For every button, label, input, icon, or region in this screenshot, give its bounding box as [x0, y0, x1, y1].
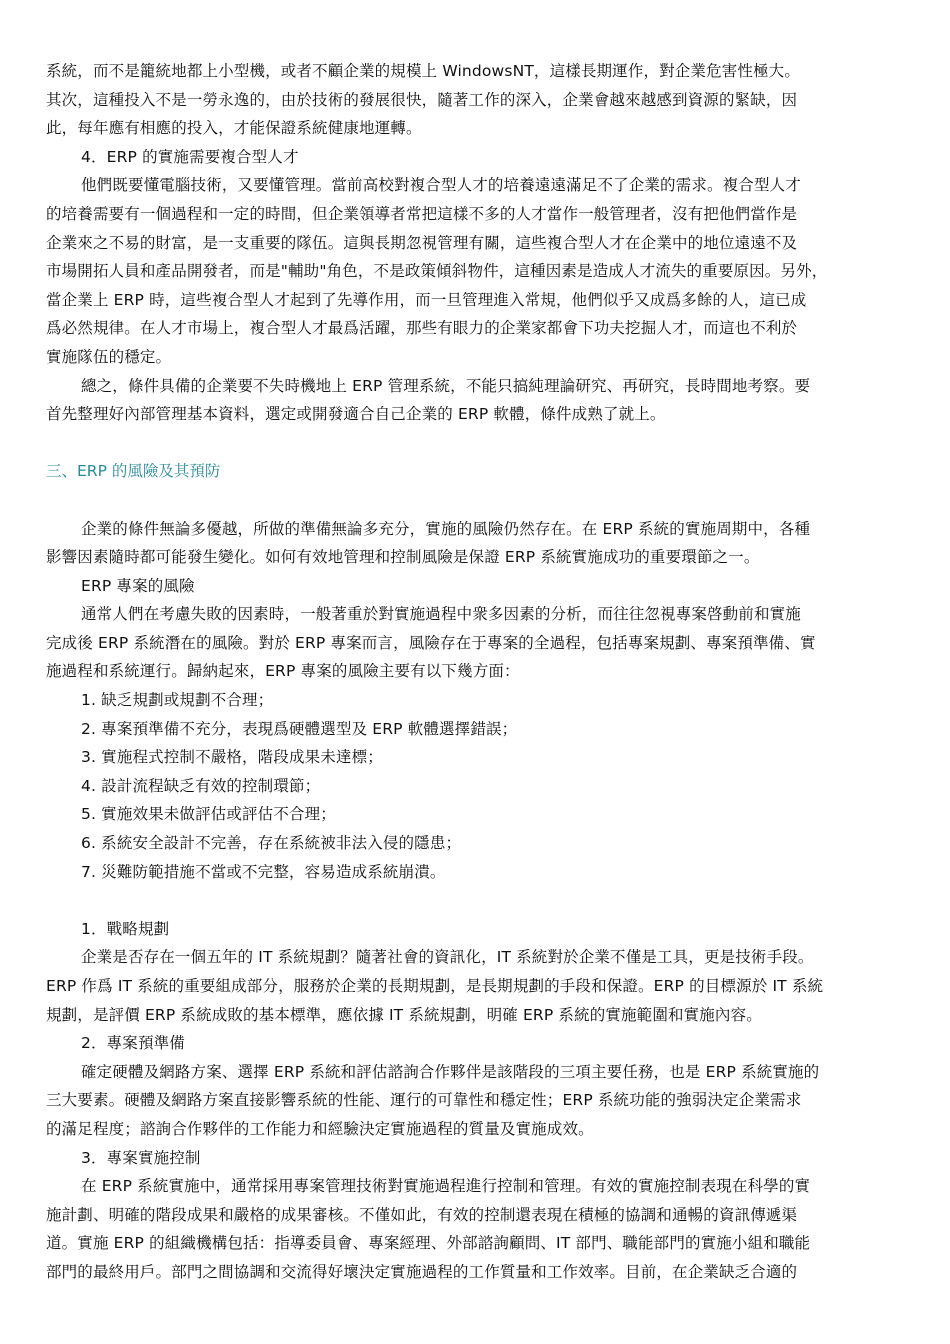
body-line: 通常人們在考慮失敗的因素時，一般著重於對實施過程中衆多因素的分析，而往往忽視專案啓動前和實施	[81, 605, 801, 624]
spacer	[46, 486, 910, 515]
body-line: 施過程和系統運行。歸納起來，ERP 專案的風險主要有以下幾方面：	[46, 662, 520, 681]
body-line: 他們既要懂電腦技術，又要懂管理。當前高校對複合型人才的培養遠遠滿足不了企業的需求。複合型人才	[81, 176, 801, 195]
subsection-title: 4．ERP 的實施需要複合型人才	[81, 147, 299, 166]
body-line: 規劃，是評價 ERP 系統成敗的基本標準，應依據 IT 系統規劃，明確 ERP 系統的實施範圍和實施內容。	[46, 1005, 762, 1024]
body-line: 企業是否存在一個五年的 IT 系統規劃？隨著社會的資訊化，IT 系統對於企業不僅是工具，更是技術手段。	[81, 948, 814, 967]
body-line: 確定硬體及網路方案、選擇 ERP 系統和評估諮詢合作夥伴是該階段的三項主要任務，也是 ERP 系統實施的	[81, 1062, 820, 1081]
body-line: 此，每年應有相應的投入，才能保證系統健康地運轉。	[46, 119, 422, 138]
section-heading: 三、ERP 的風險及其預防	[46, 462, 221, 481]
list-item: 1. 缺乏規劃或規劃不合理；	[81, 691, 274, 710]
spacer	[46, 429, 910, 458]
body-line: 的培養需要有一個過程和一定的時間，但企業領導者常把這樣不多的人才當作一般管理者，沒有把他們當作是	[46, 204, 798, 223]
body-line: 爲必然規律。在人才市場上，複合型人才最爲活躍，那些有眼力的企業家都會下功夫挖掘人才，而這也不利於	[46, 319, 798, 338]
subsection-title: 2．專案預準備	[81, 1034, 185, 1053]
list-item: 4. 設計流程缺乏有效的控制環節；	[81, 776, 321, 795]
subsection-title: 3．專案實施控制	[81, 1148, 201, 1167]
body-line: 道。實施 ERP 的組織機構包括：指導委員會、專案經理、外部諮詢顧問、IT 部門、職能部門的實施小組和職能	[46, 1234, 811, 1253]
body-line: ERP 作爲 IT 系統的重要組成部分，服務於企業的長期規劃，是長期規劃的手段和保證。ERP 的目標源於 IT 系統	[46, 977, 824, 995]
list-item: 3. 實施程式控制不嚴格，階段成果未達標；	[81, 748, 383, 767]
body-line: 完成後 ERP 系統潛在的風險。對於 ERP 專案而言，風險存在于專案的全過程，包括專案規劃、專案預準備、實	[46, 633, 816, 652]
body-line: 的滿足程度；諮詢合作夥伴的工作能力和經驗決定實施過程的質量及實施成效。	[46, 1119, 594, 1138]
list-item: 5. 實施效果未做評估或評估不合理；	[81, 805, 336, 824]
body-line: 實施隊伍的穩定。	[46, 347, 172, 366]
body-line: 市場開拓人員和產品開發者，而是"輔助"角色，不是政策傾斜物件，這種因素是造成人才流失的重要原因。另外，	[46, 262, 828, 281]
list-item: 6. 系統安全設計不完善，存在系統被非法入侵的隱患；	[81, 834, 462, 853]
spacer	[46, 886, 910, 915]
body-line: 企業來之不易的財富，是一支重要的隊伍。這與長期忽視管理有關，這些複合型人才在企業中的地位遠遠不及	[46, 233, 798, 252]
list-item: 2. 專案預準備不充分，表現爲硬體選型及 ERP 軟體選擇錯誤；	[81, 719, 518, 738]
body-line: 其次，這種投入不是一勞永逸的，由於技術的發展很快，隨著工作的深入，企業會越來越感到資源的緊缺，因	[46, 90, 798, 109]
body-line: 在 ERP 系統實施中，通常採用專案管理技術對實施過程進行控制和管理。有效的實施控制表現在科學的實	[81, 1177, 811, 1196]
body-line: 當企業上 ERP 時，這些複合型人才起到了先導作用，而一旦管理進入常規，他們似乎又成爲多餘的人，這已成	[46, 290, 807, 309]
body-line: 施計劃、明確的階段成果和嚴格的成果審核。不僅如此，有效的控制還表現在積極的協調和通暢的資訊傳遞渠	[46, 1205, 798, 1224]
list-item: 7. 災難防範措施不當或不完整，容易造成系統崩潰。	[81, 862, 446, 881]
body-line: 系統，而不是籠統地都上小型機，或者不顧企業的規模上 WindowsNT，這樣長期運作，對企業危害性極大。	[46, 62, 800, 80]
body-line: 影響因素隨時都可能發生變化。如何有效地管理和控制風險是保證 ERP 系統實施成功的重要環節之一。	[46, 548, 760, 567]
body-line: 總之，條件具備的企業要不失時機地上 ERP 管理系統，不能只搞純理論研究、再研究，長時間地考察。要	[81, 376, 811, 395]
body-line: 三大要素。硬體及網路方案直接影響系統的性能、運行的可靠性和穩定性；ERP 系統功能的強弱決定企業需求	[46, 1091, 802, 1110]
subsection-title: 1．戰略規劃	[81, 919, 170, 938]
body-line: 首先整理好內部管理基本資料，選定或開發適合自己企業的 ERP 軟體，條件成熟了就上。	[46, 405, 666, 424]
subsection-title: ERP 專案的風險	[81, 576, 195, 595]
body-line: 企業的條件無論多優越，所做的準備無論多充分，實施的風險仍然存在。在 ERP 系統的實施周期中，各種	[81, 519, 811, 538]
body-line: 部門的最終用戶。部門之間協調和交流得好壞決定實施過程的工作質量和工作效率。目前，在企業缺乏合適的	[46, 1262, 798, 1281]
